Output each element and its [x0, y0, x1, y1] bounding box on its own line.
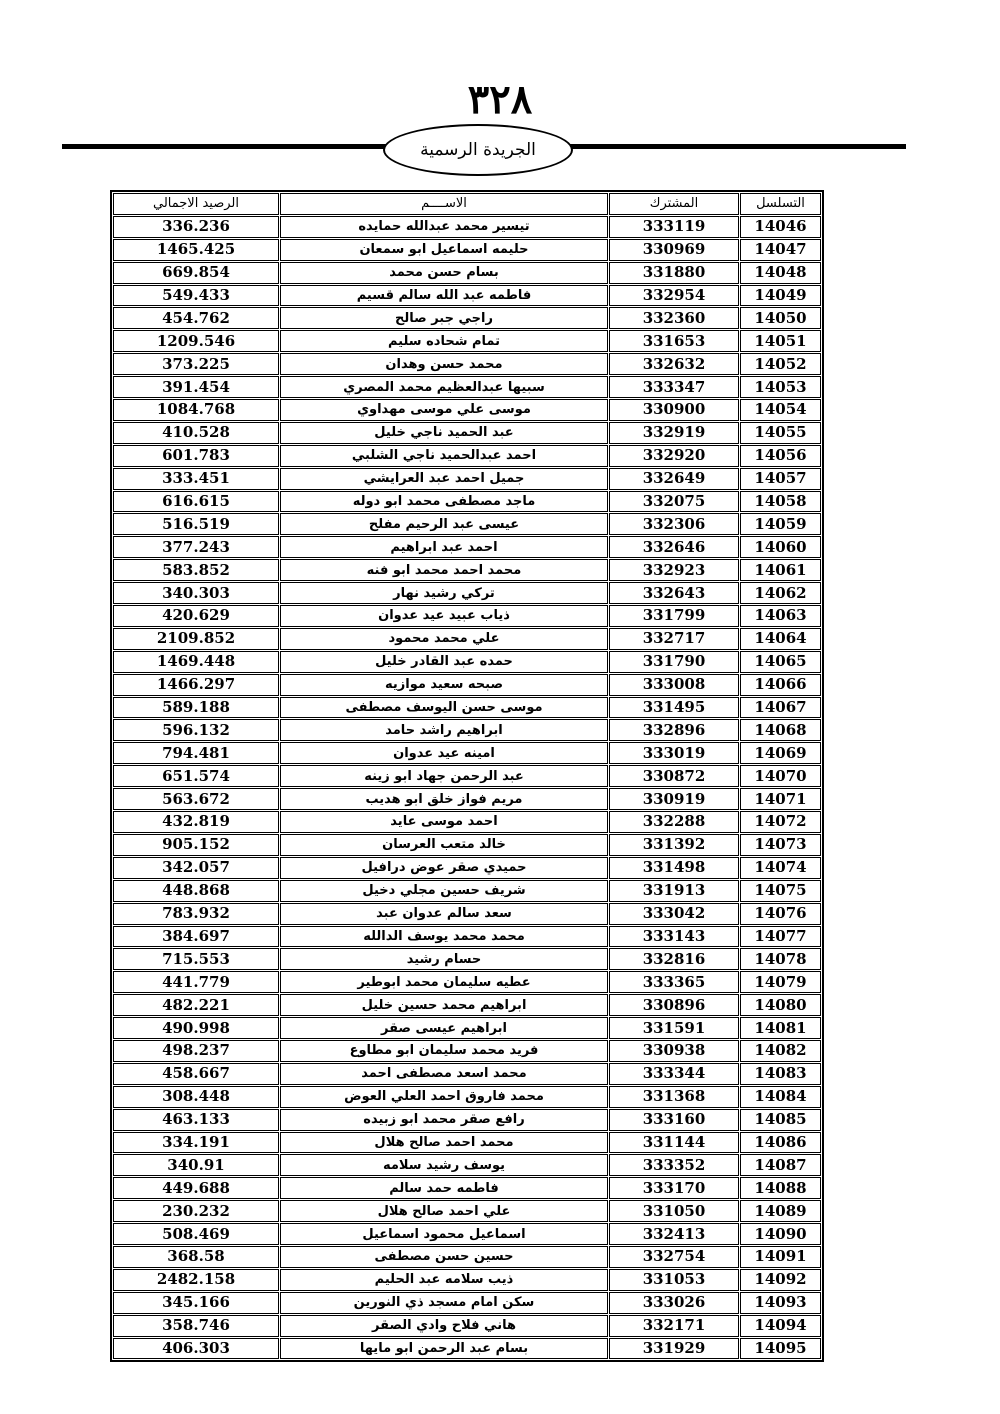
cell-serial: 14060 [740, 536, 821, 558]
cell-serial: 14078 [740, 948, 821, 970]
cell-serial: 14090 [740, 1223, 821, 1245]
cell-name: بسام عبد الرحمن ابو مايها [280, 1338, 608, 1360]
cell-serial: 14059 [740, 513, 821, 535]
cell-subscriber: 332075 [609, 491, 739, 513]
header-name: الاســــم [280, 193, 608, 215]
cell-balance: 333.451 [113, 468, 279, 490]
cell-balance: 490.998 [113, 1017, 279, 1039]
cell-subscriber: 332816 [609, 948, 739, 970]
cell-subscriber: 332632 [609, 353, 739, 375]
cell-serial: 14086 [740, 1132, 821, 1154]
table-row [113, 742, 821, 764]
cell-subscriber: 333347 [609, 376, 739, 398]
cell-balance: 373.225 [113, 353, 279, 375]
table-row [113, 719, 821, 741]
table-row [113, 811, 821, 833]
cell-subscriber: 331392 [609, 834, 739, 856]
cell-name: بسام حسن محمد [280, 262, 608, 284]
cell-subscriber: 330900 [609, 399, 739, 421]
cell-name: راجي جبر صالح [280, 307, 608, 329]
cell-serial: 14055 [740, 422, 821, 444]
table-row [113, 262, 821, 284]
cell-serial: 14069 [740, 742, 821, 764]
header-subscriber: المشترك [609, 193, 739, 215]
cell-serial: 14051 [740, 330, 821, 352]
cell-balance: 2109.852 [113, 628, 279, 650]
cell-name: سعد سالم عدوان عبد [280, 903, 608, 925]
cell-serial: 14066 [740, 674, 821, 696]
cell-subscriber: 331799 [609, 605, 739, 627]
table-row [113, 994, 821, 1016]
cell-name: محمد حسن وهدان [280, 353, 608, 375]
cell-name: رافع صقر محمد ابو زبيده [280, 1109, 608, 1131]
cell-balance: 406.303 [113, 1338, 279, 1360]
cell-serial: 14050 [740, 307, 821, 329]
cell-subscriber: 330969 [609, 239, 739, 261]
table-row [113, 1177, 821, 1199]
cell-name: صبحه سعيد موازيه [280, 674, 608, 696]
table-row [113, 1338, 821, 1360]
table-row [113, 1292, 821, 1314]
cell-serial: 14064 [740, 628, 821, 650]
cell-serial: 14091 [740, 1246, 821, 1268]
cell-subscriber: 332954 [609, 285, 739, 307]
cell-balance: 669.854 [113, 262, 279, 284]
cell-serial: 14084 [740, 1086, 821, 1108]
cell-subscriber: 333042 [609, 903, 739, 925]
table-row [113, 948, 821, 970]
cell-name: شريف حسين مجلي دخيل [280, 880, 608, 902]
cell-serial: 14073 [740, 834, 821, 856]
cell-subscriber: 331050 [609, 1200, 739, 1222]
cell-balance: 384.697 [113, 926, 279, 948]
cell-subscriber: 332643 [609, 582, 739, 604]
cell-balance: 458.667 [113, 1063, 279, 1085]
table-row [113, 445, 821, 467]
cell-serial: 14087 [740, 1154, 821, 1176]
table-row [113, 605, 821, 627]
subscribers-table [110, 190, 824, 1362]
table-row [113, 651, 821, 673]
cell-serial: 14062 [740, 582, 821, 604]
cell-balance: 596.132 [113, 719, 279, 741]
cell-name: احمد عبد ابراهيم [280, 536, 608, 558]
table-row [113, 1109, 821, 1131]
table-row [113, 765, 821, 787]
cell-subscriber: 330919 [609, 788, 739, 810]
cell-serial: 14072 [740, 811, 821, 833]
cell-subscriber: 333143 [609, 926, 739, 948]
cell-name: عطيه سليمان محمد ابوطير [280, 971, 608, 993]
table-row [113, 1154, 821, 1176]
cell-subscriber: 331144 [609, 1132, 739, 1154]
cell-serial: 14048 [740, 262, 821, 284]
cell-subscriber: 332413 [609, 1223, 739, 1245]
cell-serial: 14063 [740, 605, 821, 627]
cell-name: موسى علي موسى مهداوي [280, 399, 608, 421]
cell-subscriber: 332923 [609, 559, 739, 581]
cell-balance: 345.166 [113, 1292, 279, 1314]
cell-subscriber: 332896 [609, 719, 739, 741]
cell-balance: 508.469 [113, 1223, 279, 1245]
cell-balance: 391.454 [113, 376, 279, 398]
table-row [113, 1040, 821, 1062]
table-row [113, 1063, 821, 1085]
table-row [113, 353, 821, 375]
cell-balance: 583.852 [113, 559, 279, 581]
cell-subscriber: 332920 [609, 445, 739, 467]
cell-name: فريد محمد سليمان ابو مطاوع [280, 1040, 608, 1062]
cell-subscriber: 333160 [609, 1109, 739, 1131]
cell-subscriber: 331790 [609, 651, 739, 673]
cell-subscriber: 331498 [609, 857, 739, 879]
table-row [113, 582, 821, 604]
cell-subscriber: 333026 [609, 1292, 739, 1314]
cell-subscriber: 333008 [609, 674, 739, 696]
cell-name: عبد الحميد ناجي خليل [280, 422, 608, 444]
table-row [113, 1017, 821, 1039]
cell-subscriber: 332919 [609, 422, 739, 444]
cell-subscriber: 332171 [609, 1315, 739, 1337]
cell-name: عيسى عبد الرحيم مفلح [280, 513, 608, 535]
cell-subscriber: 331929 [609, 1338, 739, 1360]
cell-balance: 441.779 [113, 971, 279, 993]
cell-serial: 14053 [740, 376, 821, 398]
cell-name: محمد فاروق احمد العلي العوض [280, 1086, 608, 1108]
cell-subscriber: 332646 [609, 536, 739, 558]
cell-name: تيسير محمد عبدالله حمايده [280, 216, 608, 238]
cell-name: احمد موسى عايد [280, 811, 608, 833]
cell-serial: 14052 [740, 353, 821, 375]
cell-balance: 549.433 [113, 285, 279, 307]
cell-subscriber: 332360 [609, 307, 739, 329]
cell-balance: 448.868 [113, 880, 279, 902]
header-balance: الرصيد الاجمالي [113, 193, 279, 215]
cell-subscriber: 332288 [609, 811, 739, 833]
cell-serial: 14080 [740, 994, 821, 1016]
cell-name: هاني فلاح وادي الصقر [280, 1315, 608, 1337]
cell-serial: 14088 [740, 1177, 821, 1199]
cell-name: حليمه اسماعيل ابو سمعان [280, 239, 608, 261]
cell-serial: 14047 [740, 239, 821, 261]
table-row [113, 1086, 821, 1108]
cell-subscriber: 330938 [609, 1040, 739, 1062]
cell-name: امينه عيد عدوان [280, 742, 608, 764]
cell-name: حسام رشيد [280, 948, 608, 970]
cell-balance: 589.188 [113, 697, 279, 719]
cell-balance: 715.553 [113, 948, 279, 970]
cell-subscriber: 331053 [609, 1269, 739, 1291]
cell-subscriber: 333365 [609, 971, 739, 993]
cell-balance: 340.303 [113, 582, 279, 604]
table-row [113, 880, 821, 902]
table-row [113, 536, 821, 558]
table-row [113, 491, 821, 513]
cell-subscriber: 333119 [609, 216, 739, 238]
table-row [113, 674, 821, 696]
cell-serial: 14089 [740, 1200, 821, 1222]
page-number: ٣٢٨ [467, 76, 533, 123]
header-serial: التسلسل [740, 193, 821, 215]
table-body [113, 216, 821, 1360]
cell-balance: 334.191 [113, 1132, 279, 1154]
cell-name: مريم فواز خلق ابو هديب [280, 788, 608, 810]
cell-subscriber: 332649 [609, 468, 739, 490]
cell-subscriber: 333344 [609, 1063, 739, 1085]
cell-serial: 14071 [740, 788, 821, 810]
cell-balance: 454.762 [113, 307, 279, 329]
cell-subscriber: 331880 [609, 262, 739, 284]
cell-serial: 14065 [740, 651, 821, 673]
cell-balance: 230.232 [113, 1200, 279, 1222]
cell-subscriber: 331495 [609, 697, 739, 719]
cell-subscriber: 333170 [609, 1177, 739, 1199]
cell-serial: 14093 [740, 1292, 821, 1314]
table-row [113, 788, 821, 810]
cell-name: ذياب عبيد عيد عدوان [280, 605, 608, 627]
cell-name: ابراهيم محمد حسين خليل [280, 994, 608, 1016]
table-row [113, 697, 821, 719]
table-row [113, 559, 821, 581]
cell-name: ابراهيم عيسى صقر [280, 1017, 608, 1039]
cell-subscriber: 333352 [609, 1154, 739, 1176]
table-row [113, 1315, 821, 1337]
cell-name: حميدي صقر عوض درافيل [280, 857, 608, 879]
table-row [113, 1132, 821, 1154]
cell-balance: 651.574 [113, 765, 279, 787]
table-row [113, 216, 821, 238]
cell-balance: 783.932 [113, 903, 279, 925]
cell-serial: 14074 [740, 857, 821, 879]
table-row [113, 399, 821, 421]
cell-name: محمد اسعد مصطفى احمد [280, 1063, 608, 1085]
cell-serial: 14081 [740, 1017, 821, 1039]
table-row [113, 1246, 821, 1268]
cell-serial: 14077 [740, 926, 821, 948]
table-row [113, 285, 821, 307]
cell-name: تمام شحاده سليم [280, 330, 608, 352]
cell-balance: 432.819 [113, 811, 279, 833]
cell-subscriber: 332306 [609, 513, 739, 535]
cell-serial: 14070 [740, 765, 821, 787]
cell-balance: 449.688 [113, 1177, 279, 1199]
table-row [113, 513, 821, 535]
cell-name: خالد متعب العرسان [280, 834, 608, 856]
table-row [113, 903, 821, 925]
cell-balance: 1466.297 [113, 674, 279, 696]
cell-serial: 14056 [740, 445, 821, 467]
cell-balance: 410.528 [113, 422, 279, 444]
cell-balance: 358.746 [113, 1315, 279, 1337]
cell-balance: 563.672 [113, 788, 279, 810]
table-row [113, 330, 821, 352]
table-row [113, 376, 821, 398]
table-row [113, 239, 821, 261]
cell-balance: 905.152 [113, 834, 279, 856]
cell-serial: 14046 [740, 216, 821, 238]
cell-serial: 14061 [740, 559, 821, 581]
table-row [113, 422, 821, 444]
cell-name: موسى حسن اليوسف مصطفى [280, 697, 608, 719]
cell-balance: 1084.768 [113, 399, 279, 421]
cell-serial: 14054 [740, 399, 821, 421]
cell-serial: 14075 [740, 880, 821, 902]
cell-serial: 14082 [740, 1040, 821, 1062]
cell-balance: 1209.546 [113, 330, 279, 352]
cell-serial: 14083 [740, 1063, 821, 1085]
cell-name: فاطمه عبد الله سالم قسيم [280, 285, 608, 307]
cell-serial: 14095 [740, 1338, 821, 1360]
cell-balance: 498.237 [113, 1040, 279, 1062]
cell-balance: 377.243 [113, 536, 279, 558]
cell-subscriber: 331913 [609, 880, 739, 902]
cell-subscriber: 331653 [609, 330, 739, 352]
table-header-row [113, 193, 821, 215]
table-row [113, 468, 821, 490]
cell-balance: 340.91 [113, 1154, 279, 1176]
cell-name: احمد عبدالحميد ناجي الشلبي [280, 445, 608, 467]
cell-balance: 308.448 [113, 1086, 279, 1108]
cell-name: علي محمد محمود [280, 628, 608, 650]
cell-balance: 368.58 [113, 1246, 279, 1268]
cell-subscriber: 332754 [609, 1246, 739, 1268]
cell-serial: 14076 [740, 903, 821, 925]
cell-name: علي احمد صالح هلال [280, 1200, 608, 1222]
cell-balance: 463.133 [113, 1109, 279, 1131]
table-row [113, 628, 821, 650]
cell-name: تركي رشيد نهار [280, 582, 608, 604]
table-row [113, 307, 821, 329]
cell-name: حسين حسن مصطفى [280, 1246, 608, 1268]
cell-serial: 14094 [740, 1315, 821, 1337]
cell-balance: 2482.158 [113, 1269, 279, 1291]
cell-subscriber: 331368 [609, 1086, 739, 1108]
cell-balance: 516.519 [113, 513, 279, 535]
cell-name: محمد احمد صالح هلال [280, 1132, 608, 1154]
cell-balance: 420.629 [113, 605, 279, 627]
table-row [113, 971, 821, 993]
cell-name: محمد محمد يوسف الدالله [280, 926, 608, 948]
cell-name: ابراهيم راشد حامد [280, 719, 608, 741]
cell-balance: 482.221 [113, 994, 279, 1016]
cell-subscriber: 332717 [609, 628, 739, 650]
table-row [113, 926, 821, 948]
cell-name: ماجد مصطفى محمد ابو دوله [280, 491, 608, 513]
cell-balance: 601.783 [113, 445, 279, 467]
cell-name: محمد احمد محمد ابو فنه [280, 559, 608, 581]
cell-name: ذيب سلامه عبد الحليم [280, 1269, 608, 1291]
table-row [113, 834, 821, 856]
cell-serial: 14058 [740, 491, 821, 513]
cell-balance: 616.615 [113, 491, 279, 513]
cell-serial: 14049 [740, 285, 821, 307]
cell-serial: 14057 [740, 468, 821, 490]
cell-name: سبيها عبدالعظيم محمد المصري [280, 376, 608, 398]
cell-name: سكن امام مسجد ذي النورين [280, 1292, 608, 1314]
cell-name: جميل احمد عبد العرايشي [280, 468, 608, 490]
table-row [113, 1223, 821, 1245]
cell-serial: 14092 [740, 1269, 821, 1291]
cell-balance: 794.481 [113, 742, 279, 764]
cell-balance: 336.236 [113, 216, 279, 238]
cell-name: يوسف رشيد سلامه [280, 1154, 608, 1176]
cell-balance: 1465.425 [113, 239, 279, 261]
cell-serial: 14067 [740, 697, 821, 719]
cell-serial: 14079 [740, 971, 821, 993]
cell-subscriber: 333019 [609, 742, 739, 764]
cell-balance: 342.057 [113, 857, 279, 879]
cell-serial: 14068 [740, 719, 821, 741]
gazette-title: الجريدة الرسمية [383, 124, 573, 176]
table-row [113, 1200, 821, 1222]
cell-subscriber: 330896 [609, 994, 739, 1016]
cell-name: اسماعيل محمود اسماعيل [280, 1223, 608, 1245]
table-row [113, 1269, 821, 1291]
cell-subscriber: 331591 [609, 1017, 739, 1039]
cell-name: حمده عبد القادر خليل [280, 651, 608, 673]
cell-balance: 1469.448 [113, 651, 279, 673]
cell-name: عبد الرحمن جهاد ابو زينه [280, 765, 608, 787]
cell-serial: 14085 [740, 1109, 821, 1131]
table-row [113, 857, 821, 879]
cell-subscriber: 330872 [609, 765, 739, 787]
cell-name: فاطمه حمد سالم [280, 1177, 608, 1199]
